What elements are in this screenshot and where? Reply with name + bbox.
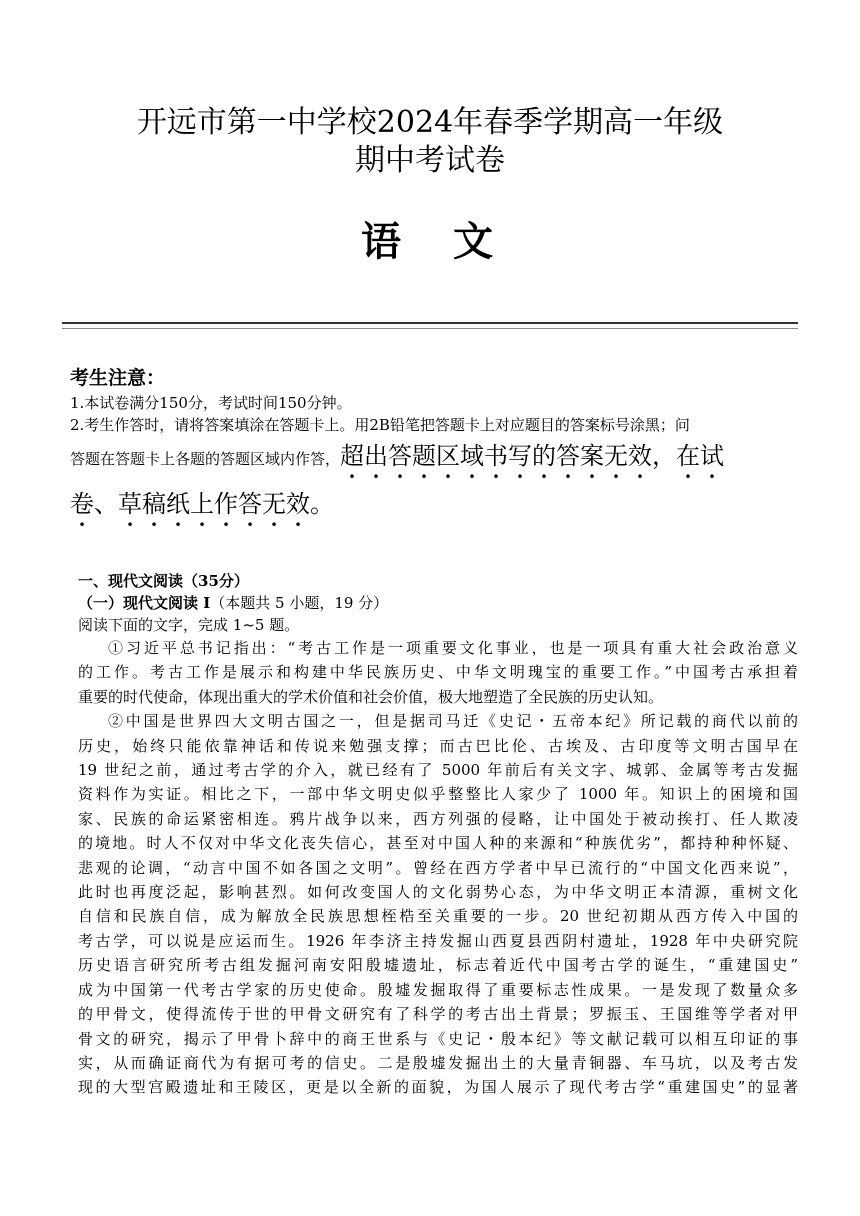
exam-title-line2: 期中考试卷 <box>355 143 505 178</box>
paragraph-line: 19 世纪之前，通过考古学的介入，就已经有了 5000 年前后有关文字、城郭、金属等考古发掘 <box>78 761 798 780</box>
paragraph-line: 悲观的论调，“动言中国不如各国之文明”。曾经在西方学者中早已流行的“中国文化西来说”， <box>78 858 798 877</box>
subsection-note: （本题共 5 小题，19 分） <box>210 594 389 612</box>
paragraph-line: ①习近平总书记指出：“考古工作是一项重要文化事业，也是一项具有重大社会政治意义 <box>108 639 798 657</box>
notice-item-2-emphasis: 超出答题区域书写的答案无效，在试 <box>340 442 725 470</box>
candidate-notice <box>70 364 800 532</box>
notice-item-2-emphasis-cont: 卷、草稿纸上作答无效。 <box>70 490 334 518</box>
reading-section <box>78 570 798 1100</box>
paragraph-line: 重要的时代使命，体现出重大的学术价值和社会价值，极大地塑造了全民族的历史认知。 <box>78 687 664 706</box>
subsection-title: （一）现代文阅读 Ⅰ <box>78 594 211 612</box>
passage-paragraph-2 <box>78 709 798 1100</box>
header-divider <box>62 322 798 329</box>
paragraph-line: 成为中国第一代考古学家的历史使命。殷墟发掘取得了重要标志性成果。一是发现了数量众多 <box>78 980 798 999</box>
exam-title-line1: 开远市第一中学校2024年春季学期高一年级 <box>136 105 724 140</box>
paragraph-line: 历史，始终只能依靠神话和传说来勉强支撑；而古巴比伦、古埃及、古印度等文明古国早在 <box>78 736 798 755</box>
subsection-heading <box>78 592 798 614</box>
paragraph-line: 此时也再度泛起，影响甚烈。如何改变国人的文化弱势心态，为中华文明正本清源，重树文化 <box>78 883 798 902</box>
paragraph-line: 历史语言研究所考古组发掘河南安阳殷墟遗址，标志着近代中国考古学的诞生，“重建国史” <box>78 956 798 975</box>
notice-item-2: 2.考生作答时，请将答案填涂在答题卡上。用2B铅笔把答题卡上对应题目的答案标号涂黑；问 <box>70 416 690 434</box>
paragraph-line: 现的大型宫殿遗址和王陵区，更是以全新的面貌，为国人展示了现代考古学“重建国史”的显著 <box>78 1078 798 1097</box>
paragraph-line: 家、民族的命运紧密相连。鸦片战争以来，西方列强的侵略，让中国处于被动挨打、任人欺凌 <box>78 809 798 828</box>
reading-instruction: 阅读下面的文字，完成 1~5 题。 <box>78 616 300 634</box>
paragraph-line: 的境地。时人不仅对中华文化丧失信心，甚至对中国人种的来源和“种族优劣”，都持种种怀疑、 <box>78 834 798 853</box>
notice-item-1: 1.本试卷满分150分，考试时间150分钟。 <box>70 394 352 412</box>
paragraph-line: ②中国是世界四大文明古国之一，但是据司马迁《史记・五帝本纪》所记载的商代以前的 <box>108 712 798 731</box>
passage-paragraph-1 <box>78 636 798 709</box>
section-heading: 一、现代文阅读（35分） <box>78 572 249 590</box>
paragraph-line: 考古学，可以说是应运而生。1926 年李济主持发掘山西夏县西阴村遗址，1928 年中央研究院 <box>78 931 798 950</box>
paragraph-line: 骨文的研究，揭示了甲骨卜辞中的商王世系与《史记・殷本纪》等文献记载可以相互印证的事 <box>78 1029 798 1048</box>
notice-item-2-cont <box>70 436 800 484</box>
paragraph-line: 资料作为实证。相比之下，一部中华文明史似乎整整比人家少了 1000 年。知识上的困境和国 <box>78 785 798 804</box>
paragraph-line: 实，从而确证商代为有据可考的信史。二是殷墟发掘出土的大量青铜器、车马坑，以及考古发 <box>78 1053 798 1072</box>
subject-char-2: 文 <box>453 218 499 265</box>
paragraph-line: 的工作。考古工作是展示和构建中华民族历史、中华文明瑰宝的重要工作。”中国考古承担着 <box>78 663 798 682</box>
paragraph-line: 自信和民族自信，成为解放全民族思想桎梏至关重要的一步。20 世纪初期从西方传入中国的 <box>78 907 798 926</box>
notice-title: 考生注意： <box>70 367 166 389</box>
subject-char-1: 语 <box>361 218 407 265</box>
paragraph-line: 的甲骨文，使得流传于世的甲骨文研究有了科学的考古出土背景；罗振玉、王国维等学者对甲 <box>78 1005 798 1024</box>
notice-item-2-plain: 答题在答题卡上各题的答题区域内作答， <box>70 450 341 468</box>
subject-title <box>0 214 860 270</box>
